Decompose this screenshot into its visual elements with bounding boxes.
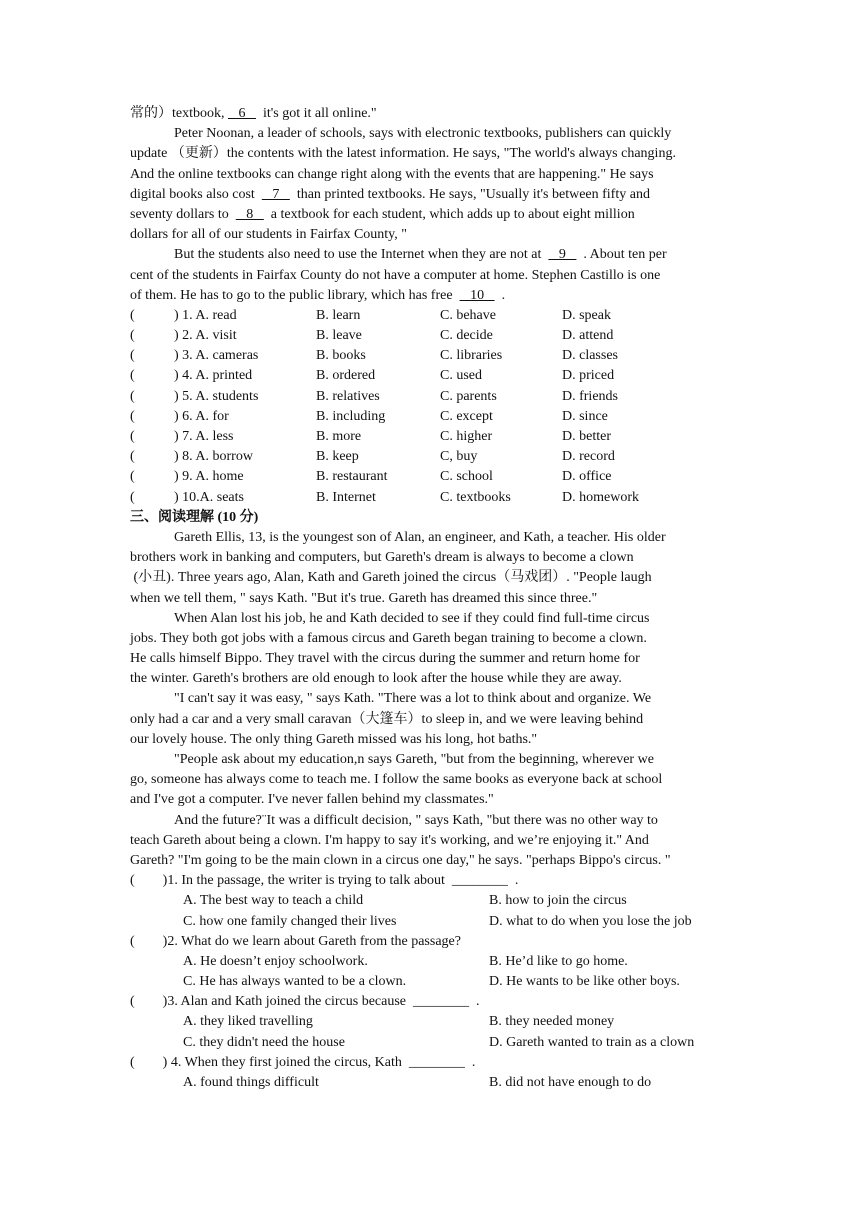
- option-row: [130, 366, 730, 386]
- text-line: And the future?¨It was a difficult decision, " says Kath, "but there was no other way to: [174, 812, 658, 828]
- option-row: [130, 387, 730, 407]
- text-line: brothers work in banking and computers, but Gareth's dream is always to become a clown: [130, 550, 634, 566]
- choice-row: [130, 1033, 730, 1053]
- answer-paren[interactable]: (: [130, 489, 135, 505]
- option-d: D. friends: [562, 388, 618, 404]
- text-line: only had a car and a very small caravan（大篷车）to sleep in, and we were leaving behind: [130, 711, 644, 727]
- choice-row: [130, 1073, 730, 1093]
- question-stem: ( ) 4. When they first joined the circus, Kath ________ .: [130, 1054, 476, 1070]
- text-segment: it's got it all online.": [256, 106, 377, 121]
- option-row: [130, 326, 730, 346]
- option-row: [130, 467, 730, 487]
- answer-paren[interactable]: (: [130, 368, 135, 384]
- choice-row: [130, 891, 730, 911]
- choice-d[interactable]: D. He wants to be like other boys.: [489, 974, 680, 990]
- option-row: [130, 306, 730, 326]
- answer-paren[interactable]: (: [130, 429, 135, 444]
- option-row: [130, 488, 730, 508]
- text-line: [130, 205, 730, 225]
- option-c: C. school: [440, 469, 493, 485]
- option-row: [130, 427, 730, 447]
- text-line: our lovely house. The only thing Gareth missed was his long, hot baths.": [130, 731, 538, 747]
- answer-paren[interactable]: (: [130, 328, 135, 344]
- option-c: C. parents: [440, 388, 497, 404]
- option-a: ) 6. A. for: [174, 408, 229, 424]
- blank-10: 10: [459, 287, 495, 303]
- text-segment: digital books also cost: [130, 186, 262, 202]
- option-c: C. behave: [440, 307, 496, 323]
- text-line: go, someone has always come to teach me. I follow the same books as everyone back at school: [130, 772, 663, 788]
- choice-a[interactable]: A. found things difficult: [183, 1075, 319, 1090]
- text-line: "People ask about my education,n says Gareth, "but from the beginning, wherever we: [174, 752, 654, 767]
- choice-b[interactable]: B. how to join the circus: [489, 893, 627, 909]
- blank-7: 7: [261, 186, 290, 202]
- option-a: ) 2. A. visit: [174, 328, 237, 344]
- text-line: Gareth? "I'm going to be the main clown in a circus one day," he says. "perhaps Bippo's circus. ": [130, 852, 671, 868]
- option-c: C, buy: [440, 449, 478, 465]
- option-b: B. including: [316, 408, 386, 424]
- option-c: C. decide: [440, 328, 493, 344]
- choice-b[interactable]: B. did not have enough to do: [489, 1075, 652, 1090]
- option-d: D. since: [562, 408, 608, 424]
- text-line: the winter. Gareth's brothers are old enough to look after the house while they are away.: [130, 671, 622, 687]
- option-d: D. classes: [562, 348, 618, 364]
- option-d: D. office: [562, 469, 612, 485]
- text-line: [130, 245, 730, 265]
- text-line: and I've got a computer. I've never fallen behind my classmates.": [130, 792, 494, 808]
- option-d: D. speak: [562, 307, 611, 323]
- text-line: [130, 286, 730, 306]
- option-row: [130, 447, 730, 467]
- option-c: C. textbooks: [440, 489, 511, 505]
- option-b: B. books: [316, 348, 366, 364]
- question-stem: ( )3. Alan and Kath joined the circus because ________ .: [130, 994, 480, 1010]
- option-a: ) 3. A. cameras: [174, 348, 259, 364]
- text-line: when we tell them, " says Kath. "But it's true. Gareth has dreamed this since three.": [130, 590, 598, 606]
- text-line: jobs. They both got jobs with a famous circus and Gareth began training to become a clown.: [130, 630, 647, 646]
- choice-c[interactable]: C. how one family changed their lives: [183, 913, 397, 929]
- blank-6: 6: [228, 106, 256, 121]
- text-line: teach Gareth about being a clown. I'm happy to say it's working, and we’re enjoying it." And: [130, 832, 649, 848]
- option-c: C. higher: [440, 429, 493, 444]
- text-segment: than printed textbooks. He says, "Usually it's between fifty and: [289, 186, 650, 202]
- choice-a[interactable]: A. He doesn’t enjoy schoolwork.: [183, 953, 368, 969]
- text-line: dollars for all of our students in Fairfax County, ": [130, 227, 407, 243]
- choice-row: [130, 952, 730, 972]
- option-c: C. used: [440, 368, 482, 384]
- option-a: ) 1. A. read: [174, 307, 237, 323]
- blank-9: 9: [548, 247, 577, 263]
- text-line: "I can't say it was easy, " says Kath. "There was a lot to think about and organize. We: [174, 691, 652, 707]
- question-stem: ( )1. In the passage, the writer is trying to talk about ________ .: [130, 873, 519, 889]
- question-list: [130, 871, 730, 1093]
- choice-b[interactable]: B. they needed money: [489, 1014, 615, 1030]
- choice-row: [130, 972, 730, 992]
- option-b: B. more: [316, 429, 362, 444]
- question-stem: ( )2. What do we learn about Gareth from the passage?: [130, 933, 461, 949]
- choice-c[interactable]: C. they didn't need the house: [183, 1034, 345, 1050]
- choice-b[interactable]: B. He’d like to go home.: [489, 953, 628, 969]
- option-c: C. libraries: [440, 348, 503, 364]
- answer-paren[interactable]: (: [130, 408, 135, 424]
- answer-paren[interactable]: (: [130, 348, 135, 364]
- choice-a[interactable]: A. they liked travelling: [183, 1014, 313, 1030]
- text-segment: 常的）textbook,: [130, 106, 228, 121]
- text-segment: of them. He has to go to the public library, which has free: [130, 287, 460, 303]
- text-segment: . About ten per: [576, 247, 667, 263]
- blank-8: 8: [235, 206, 264, 222]
- option-b: B. relatives: [316, 388, 380, 404]
- option-d: D. priced: [562, 368, 615, 384]
- option-a: ) 8. A. borrow: [174, 449, 253, 465]
- option-d: D. better: [562, 429, 611, 444]
- text-segment: .: [494, 287, 506, 303]
- option-row: [130, 346, 730, 366]
- text-line: And the online textbooks can change right along with the events that are happening." He says: [130, 166, 654, 182]
- text-line: cent of the students in Fairfax County do not have a computer at home. Stephen Castillo is one: [130, 267, 661, 283]
- option-d: D. record: [562, 449, 615, 465]
- choice-a[interactable]: A. The best way to teach a child: [183, 893, 364, 909]
- option-a: ) 10.A. seats: [174, 489, 244, 505]
- text-line: Gareth Ellis, 13, is the youngest son of Alan, an engineer, and Kath, a teacher. His older: [174, 529, 666, 545]
- text-line: [130, 104, 730, 124]
- document-page: [130, 104, 730, 1093]
- text-line: [130, 185, 730, 205]
- text-line: Peter Noonan, a leader of schools, says with electronic textbooks, publishers can quickly: [174, 126, 672, 142]
- option-a: ) 9. A. home: [174, 469, 244, 485]
- option-a: ) 5. A. students: [174, 388, 259, 404]
- option-b: B. ordered: [316, 368, 376, 384]
- reading-passage: [130, 528, 730, 871]
- text-line: When Alan lost his job, he and Kath decided to see if they could find full-time circus: [174, 610, 650, 626]
- answer-paren[interactable]: (: [130, 469, 135, 485]
- choice-row: [130, 1012, 730, 1032]
- option-row: [130, 407, 730, 427]
- text-line: He calls himself Bippo. They travel with the circus during the summer and return home for: [130, 651, 640, 667]
- option-b: B. leave: [316, 328, 362, 344]
- option-b: B. learn: [316, 307, 361, 323]
- option-b: B. restaurant: [316, 469, 388, 485]
- text-segment: But the students also need to use the Internet when they are not at: [174, 247, 549, 263]
- option-d: D. attend: [562, 328, 614, 344]
- option-a: ) 7. A. less: [174, 429, 234, 444]
- option-b: B. keep: [316, 449, 359, 465]
- option-d: D. homework: [562, 489, 639, 505]
- text-segment: a textbook for each student, which adds up to about eight million: [263, 206, 635, 222]
- option-c: C. except: [440, 408, 493, 424]
- choice-d[interactable]: D. what to do when you lose the job: [489, 913, 692, 929]
- option-a: ) 4. A. printed: [174, 368, 253, 384]
- answer-paren[interactable]: (: [130, 449, 135, 465]
- text-line: (小丑). Three years ago, Alan, Kath and Gareth joined the circus（马戏团）. "People laugh: [130, 570, 652, 586]
- text-line: update （更新）the contents with the latest information. He says, "The world's always changing.: [130, 146, 676, 162]
- choice-row: [130, 912, 730, 932]
- text-segment: seventy dollars to: [130, 206, 236, 222]
- cloze-options: [130, 306, 730, 508]
- choice-c[interactable]: C. He has always wanted to be a clown.: [183, 974, 407, 990]
- option-b: B. Internet: [316, 489, 376, 505]
- answer-paren[interactable]: (: [130, 388, 135, 404]
- answer-paren[interactable]: (: [130, 307, 135, 323]
- choice-d[interactable]: D. Gareth wanted to train as a clown: [489, 1034, 695, 1050]
- section-heading: 三、阅读理解 (10 分): [130, 509, 259, 525]
